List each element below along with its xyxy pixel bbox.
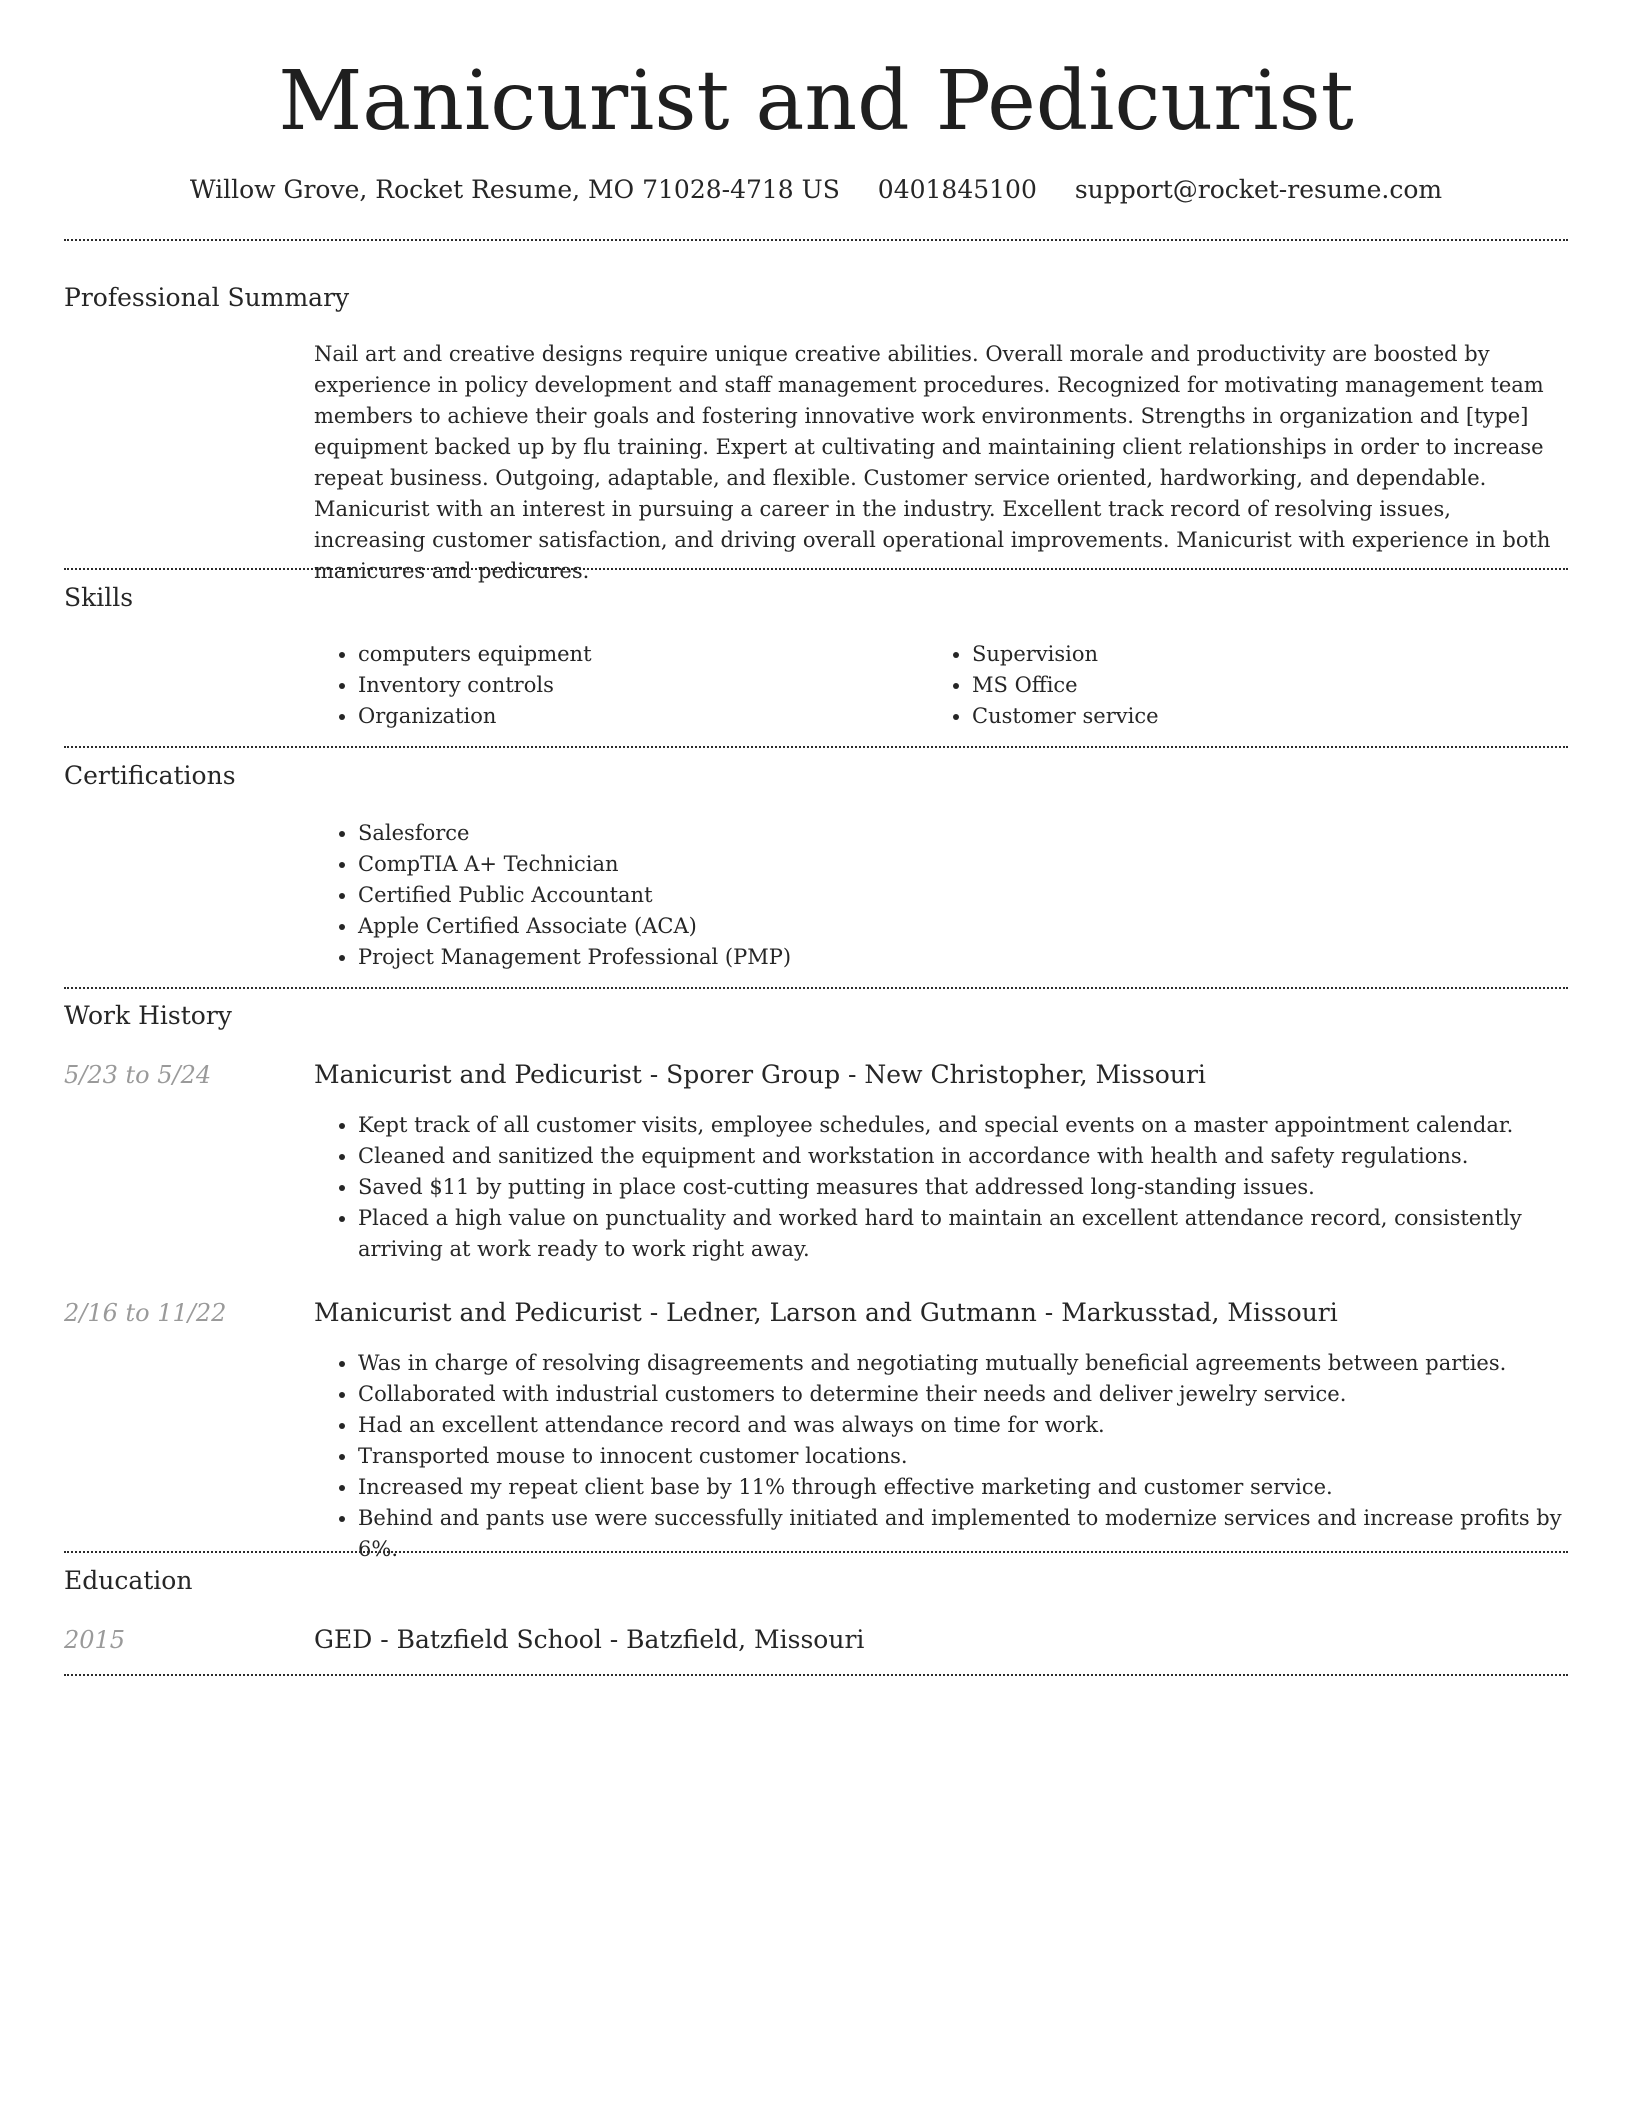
skill-item: • Supervision — [972, 639, 1572, 670]
skill-item: • computers equipment — [358, 639, 918, 670]
job-bullet: • Placed a high value on punctuality and worked hard to maintain an excellent attendance record, consistently arriving at work ready to work right away. — [358, 1203, 1568, 1265]
job-bullets — [314, 1348, 1598, 1565]
section-title-work-history: Work History — [64, 1001, 232, 1030]
skill-item: • Organization — [358, 701, 918, 732]
job-dates: 2/16 to 11/22 — [64, 1299, 227, 1327]
certification-item: • Certified Public Accountant — [358, 880, 1568, 911]
contact-email: support@rocket-resume.com — [1074, 175, 1443, 204]
job-bullet: • Saved $11 by putting in place cost-cutting measures that addressed long-standing issues. — [358, 1172, 1568, 1203]
contact-phone: 0401845100 — [877, 175, 1037, 204]
skills-list-left — [314, 639, 918, 732]
job-bullet: • Collaborated with industrial customers to determine their needs and deliver jewelry service. — [358, 1379, 1598, 1410]
job-bullet: • Kept track of all customer visits, employee schedules, and special events on a master appointment calendar. — [358, 1110, 1568, 1141]
section-title-certifications: Certifications — [64, 761, 236, 790]
section-title-education: Education — [64, 1566, 193, 1595]
job-bullet: • Transported mouse to innocent customer locations. — [358, 1441, 1598, 1472]
job-title: Manicurist and Pedicurist - Sporer Group - New Christopher, Missouri — [314, 1060, 1206, 1089]
job-bullet: • Cleaned and sanitized the equipment and workstation in accordance with health and safety regulations. — [358, 1141, 1568, 1172]
job-bullet: • Increased my repeat client base by 11% through effective marketing and customer service. — [358, 1472, 1598, 1503]
section-divider — [64, 987, 1568, 989]
job-title: Manicurist and Pedicurist - Ledner, Larson and Gutmann - Markusstad, Missouri — [314, 1298, 1338, 1327]
skills-list-right — [928, 639, 1572, 732]
certifications-list — [314, 818, 1568, 973]
job-bullet: • Behind and pants use were successfully initiated and implemented to modernize services and increase profits by 6%. — [358, 1503, 1598, 1565]
job-bullets — [314, 1110, 1568, 1265]
summary-text: Nail art and creative designs require unique creative abilities. Overall morale and productivity are boosted by experience in policy development and staff management procedures. Recognized for motivating management team members to achieve their goals and fostering innovative work environments. Strengths in organization and [type] equipment backed up by flu training. Expert at cultivating and maintaining client relationships in order to increase repeat business. Outgoing, adaptable, and flexible. Customer service oriented, hardworking, and dependable. Manicurist with an interest in pursuing a career in the industry. Excellent track record of resolving issues, increasing customer satisfaction, and driving overall operational improvements. Manicurist with experience in both manicures and pedicures. — [314, 342, 1551, 583]
section-divider — [64, 1674, 1568, 1676]
job-bullet: • Had an excellent attendance record and was always on time for work. — [358, 1410, 1598, 1441]
education-title: GED - Batzfield School - Batzfield, Missouri — [314, 1625, 865, 1654]
section-divider — [64, 746, 1568, 748]
job-dates: 5/23 to 5/24 — [64, 1061, 212, 1089]
section-divider — [64, 1551, 1568, 1553]
section-divider — [64, 568, 1568, 570]
resume-name: Manicurist and Pedicurist — [278, 54, 1354, 149]
certification-item: • Salesforce — [358, 818, 1568, 849]
education-year: 2015 — [64, 1626, 126, 1654]
certification-item: • CompTIA A+ Technician — [358, 849, 1568, 880]
section-divider — [64, 239, 1568, 241]
contact-address: Willow Grove, Rocket Resume, MO 71028-4718 US — [189, 175, 840, 204]
section-title-summary: Professional Summary — [64, 283, 350, 312]
skill-item: • MS Office — [972, 670, 1572, 701]
skill-item: • Inventory controls — [358, 670, 918, 701]
skill-item: • Customer service — [972, 701, 1572, 732]
section-title-skills: Skills — [64, 583, 134, 612]
job-bullet: • Was in charge of resolving disagreements and negotiating mutually beneficial agreements between parties. — [358, 1348, 1598, 1379]
certification-item: • Apple Certified Associate (ACA) — [358, 911, 1568, 942]
certification-item: • Project Management Professional (PMP) — [358, 942, 1568, 973]
contact-line — [0, 170, 1632, 210]
